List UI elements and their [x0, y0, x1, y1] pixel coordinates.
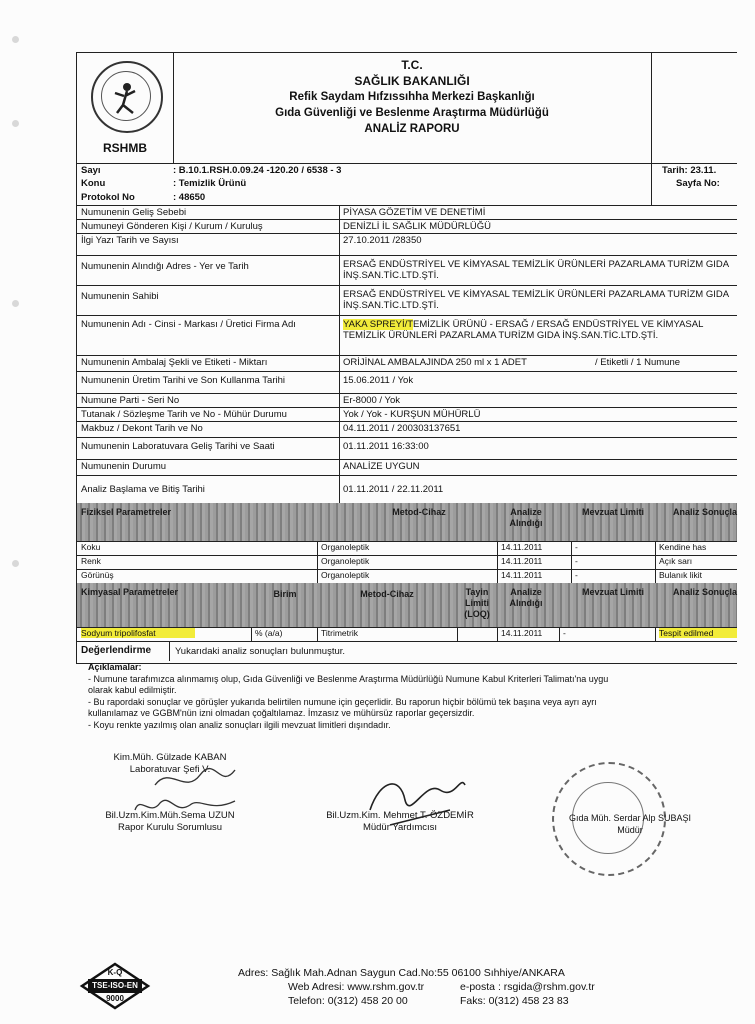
table-cell-highlighted: Tespit edilmed	[659, 628, 737, 638]
table-cell: Görünüş	[81, 570, 114, 580]
header-cell: Analize Alındığı	[509, 507, 543, 528]
row-value: 15.06.2011 / Yok	[343, 375, 414, 386]
row-label: Numunenin Geliş Sebebi	[81, 207, 187, 218]
table-cell: Renk	[81, 556, 101, 566]
highlighted-product-name: YAKA SPREYİ/T	[343, 319, 414, 330]
title-directorate: Gıda Güvenliği ve Beslenme Araştırma Müdürlüğü	[275, 107, 549, 119]
note-line: - Koyu renkte yazılmış olan analiz sonuçları ilgili mevzuat limitleri dışındadır.	[88, 719, 391, 730]
konu-label: Konu	[81, 178, 106, 189]
row-value	[343, 319, 733, 341]
signer-title: Müdür	[617, 825, 643, 835]
info-row	[77, 393, 737, 408]
header-titles	[173, 57, 651, 137]
kq-text: K-Q	[107, 968, 123, 977]
footer-web-row	[238, 980, 698, 994]
header-right-box	[651, 53, 738, 163]
signer-name: Kim.Müh. Gülzade KABAN	[113, 752, 227, 763]
report-frame	[76, 52, 737, 664]
row-label: Analiz Başlama ve Bitiş Tarihi	[81, 484, 205, 495]
table-cell: 14.11.2011	[501, 570, 543, 580]
info-row-struck	[77, 421, 737, 438]
info-row	[77, 219, 737, 234]
info-row	[77, 205, 737, 220]
table-cell: -	[575, 556, 578, 566]
row-label: Numuneyi Gönderen Kişi / Kurum / Kuruluş	[81, 221, 263, 232]
physical-header-bar	[77, 503, 737, 542]
seal-ring	[91, 61, 163, 133]
row-value: ANALİZE UYGUN	[343, 461, 420, 472]
header-cell: Metod-Cihaz	[392, 507, 446, 517]
table-cell: Organoleptik	[321, 556, 370, 566]
title-tc: T.C.	[401, 58, 423, 72]
notes-title: Açıklamalar:	[88, 662, 142, 672]
grid-line	[497, 541, 498, 583]
footer-address: Adres: Sağlık Mah.Adnan Saygun Cad.No:55 06100 Sıhhiye/ANKARA	[238, 967, 565, 979]
row-label: Numunenin Ambalaj Şekli ve Etiketi - Miktarı	[81, 357, 268, 368]
table-cell-highlighted: Sodyum tripolifosfat	[81, 628, 195, 638]
signer-title: Laboratuvar Şefi V.	[129, 764, 211, 775]
table-cell: Açık sarı	[659, 556, 693, 566]
logo-text: RSHMB	[103, 141, 147, 155]
seal-figure-icon	[93, 63, 161, 131]
table-cell: Kendine has	[659, 542, 707, 552]
table-row	[77, 627, 737, 642]
row-value: Yok / Yok - KURŞUN MÜHÜRLÜ	[343, 409, 481, 420]
header-cell: Tayin Limiti (LOQ)	[464, 587, 490, 619]
footer-web[interactable]: Web Adresi: www.rshm.gov.tr	[288, 981, 425, 993]
signer-name: Bil.Uzm.Kim.Müh.Sema UZUN	[105, 810, 235, 821]
tse-text: TSE-ISO-EN	[92, 981, 138, 990]
footer-phone: Telefon: 0(312) 458 20 00	[288, 995, 408, 1007]
info-row	[77, 475, 737, 504]
row-value: 01.11.2011 / 22.11.2011	[343, 484, 444, 495]
row-value: DENİZLİ İL SAĞLIK MÜDÜRLÜĞÜ	[343, 221, 491, 232]
row-value: 27.10.2011 /28350	[343, 235, 422, 246]
row-label: Numunenin Durumu	[81, 461, 167, 472]
table-row	[77, 555, 737, 570]
row-label: Numune Parti - Seri No	[81, 395, 180, 406]
row-value-main: ORİJİNAL AMBALAJINDA 250 ml x 1 ADET	[343, 357, 527, 368]
grid-line	[251, 627, 252, 641]
sayfa-label: Sayfa No:	[676, 178, 720, 189]
header-cell: Mevzuat Limiti	[581, 507, 644, 517]
grid-line	[655, 627, 656, 641]
info-row	[77, 437, 737, 460]
punch-hole	[12, 560, 19, 567]
signer-name: Bil.Uzm.Kim. Mehmet T. ÖZDEMİR	[326, 810, 474, 821]
title-report: ANALİZ RAPORU	[364, 123, 460, 135]
table-cell: 14.11.2011	[501, 628, 543, 638]
info-row	[77, 371, 737, 394]
row-value-label: / Etiketli / 1 Numune	[595, 357, 681, 368]
handwritten-signature-icon	[150, 760, 240, 800]
header-cell: Analiz Sonuçla	[672, 507, 737, 517]
table-cell: 14.11.2011	[501, 542, 543, 552]
row-value: 04.11.2011 / 200303137651	[343, 423, 461, 434]
table-cell: % (a/a)	[255, 628, 283, 638]
title-center: Refik Saydam Hıfzıssıhha Merkezi Başkanlığı	[289, 91, 535, 103]
grid-line	[571, 541, 572, 583]
date-box	[651, 163, 738, 205]
row-label: Numunenin Üretim Tarihi ve Son Kullanma Tarihi	[81, 375, 285, 386]
footer-email[interactable]: e-posta : rsgida@rshm.gov.tr	[460, 981, 595, 993]
report-header	[77, 53, 737, 164]
info-row	[77, 233, 737, 256]
punch-hole	[12, 120, 19, 127]
row-label: Numunenin Laboratuvara Geliş Tarihi ve Saati	[81, 441, 275, 452]
info-row	[77, 407, 737, 422]
header-cell: Birim	[273, 589, 297, 599]
punch-hole	[12, 300, 19, 307]
tarih-label: Tarih: 23.11.	[662, 165, 717, 176]
row-label: Makbuz / Dekont Tarih ve No	[81, 423, 203, 434]
protokol-label: Protokol No	[81, 192, 135, 203]
table-cell: -	[563, 628, 566, 638]
table-cell: Koku	[81, 542, 101, 552]
grid-line	[497, 627, 498, 641]
note-line: - Bu rapordaki sonuçlar ve görüşler yukarıda belirtilen numune için geçerlidir. Bu raporun hiçbir bölümü tek başına veya ayrı ayrı	[88, 696, 597, 707]
footer-phone-row	[238, 994, 698, 1008]
row-value: Er-8000 / Yok	[343, 395, 401, 406]
row-value: ERSAĞ ENDÜSTRİYEL VE KİMYASAL TEMİZLİK ÜRÜNLERİ PAZARLAMA TURİZM GIDA İNŞ.SAN.TİC.LTD.ŞTİ.	[343, 259, 729, 281]
table-cell: Titrimetrik	[321, 628, 358, 638]
iso-text: 9000	[106, 994, 124, 1003]
row-label: Tutanak / Sözleşme Tarih ve No - Mühür Durumu	[81, 409, 287, 420]
row-value: PİYASA GÖZETİM VE DENETİMİ	[343, 207, 486, 218]
table-cell: Organoleptik	[321, 570, 370, 580]
header-cell: Analize Alındığı	[509, 587, 543, 608]
table-cell: Bulanık likit	[659, 570, 702, 580]
note-line: - Numune tarafımızca alınmamış olup, Gıda Güvenliği ve Beslenme Araştırma Müdürlüğü Numune Kabul Kriterleri Talimatı'na uygu	[88, 673, 609, 684]
info-row	[77, 285, 737, 316]
table-row	[77, 569, 737, 584]
punch-hole	[12, 36, 19, 43]
sayi-label: Sayı	[81, 165, 101, 176]
evaluation-value: Yukarıdaki analiz sonuçları bulunmuştur.	[175, 646, 346, 657]
header-cell: Metod-Cihaz	[360, 589, 414, 599]
grid-line	[559, 627, 560, 641]
row-label: İlgi Yazı Tarih ve Sayısı	[81, 235, 179, 246]
signature-director	[540, 812, 720, 836]
row-label: Numunenin Adı - Cinsi - Markası / Üretici Firma Adı	[81, 319, 296, 330]
info-row	[77, 255, 737, 286]
row-value	[343, 357, 733, 368]
note-line: kullanılamaz ve GGBM'nün izni olmadan çoğaltılamaz. İmzasız ve mühürsüz raporlar geçersizdir.	[88, 708, 475, 718]
grid-line	[169, 641, 170, 661]
header-cell: Mevzuat Limiti	[581, 587, 644, 597]
note-line: olarak kabul edilmiştir.	[88, 685, 177, 695]
report-meta	[77, 163, 737, 206]
info-row	[77, 355, 737, 372]
row-value: ERSAĞ ENDÜSTRİYEL VE KİMYASAL TEMİZLİK ÜRÜNLERİ PAZARLAMA TURİZM GIDA İNŞ.SAN.TİC.LTD.ŞTİ.	[343, 289, 729, 311]
grid-line	[317, 627, 318, 641]
kq-certification-logo	[80, 962, 150, 1010]
header-cell: Fiziksel Parametreler	[81, 507, 172, 517]
signer-title: Müdür Yardımcısı	[362, 822, 438, 833]
info-row	[77, 459, 737, 476]
evaluation-row	[77, 641, 737, 661]
table-cell: Organoleptik	[321, 542, 370, 552]
signer-title: Rapor Kurulu Sorumlusu	[117, 822, 223, 833]
header-cell: Analiz Sonuçla	[672, 587, 737, 597]
row-label: Numunenin Sahibi	[81, 291, 159, 302]
signer-name: Gıda Müh. Serdar Alp SUBAŞI	[568, 813, 692, 823]
row-value-rest: EMİZLİK ÜRÜNÜ - ERSAĞ / ERSAĞ ENDÜSTRİYEL VE KİMYASAL TEMİZLİK ÜRÜNLERİ PAZARLAMA TURİZM GIDA İNŞ.SAN.TİC.LTD.ŞTİ.	[343, 319, 704, 341]
table-cell: 14.11.2011	[501, 556, 543, 566]
handwritten-signature-icon	[360, 770, 470, 830]
title-ministry: SAĞLIK BAKANLIĞI	[354, 74, 470, 88]
table-cell: -	[575, 542, 578, 552]
grid-line	[317, 541, 318, 583]
footer-fax: Faks: 0(312) 458 23 83	[460, 995, 569, 1007]
info-row	[77, 315, 737, 356]
evaluation-label: Değerlendirme	[81, 645, 152, 656]
table-cell: -	[575, 570, 578, 580]
handwritten-signature-icon	[130, 795, 240, 817]
row-label: Numunenin Alındığı Adres - Yer ve Tarih	[81, 261, 249, 272]
rshmb-logo	[77, 53, 174, 163]
footer-contact	[238, 966, 698, 1008]
protokol-value: : 48650	[173, 192, 206, 203]
table-row	[77, 541, 737, 556]
chemical-header-bar	[77, 583, 737, 628]
sayi-value: : B.10.1.RSH.0.09.24 -120.20 / 6538 - 3	[173, 165, 342, 176]
header-cell: Kimyasal Parametreler	[81, 587, 179, 597]
notes-section	[88, 662, 728, 731]
row-value: 01.11.2011 16:33:00	[343, 441, 429, 452]
konu-value: : Temizlik Ürünü	[173, 178, 247, 189]
grid-line	[655, 541, 656, 583]
grid-line	[457, 627, 458, 641]
